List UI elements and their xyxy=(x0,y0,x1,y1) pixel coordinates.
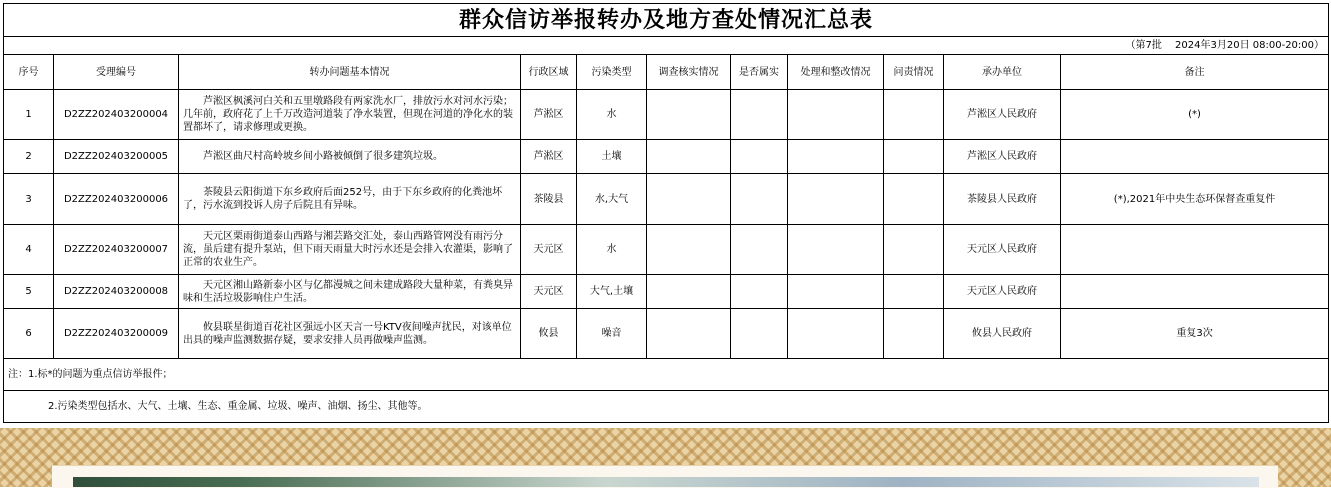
note-row xyxy=(4,359,1329,391)
cell-desc: 天元区栗雨街道泰山西路与湘芸路交汇处，泰山西路管网没有雨污分流，虽后建有提升泵站，但下雨天雨量大时污水还是会排入农灌渠，影响了正常的农业生产。 xyxy=(179,225,521,275)
col-header-handling: 处理和整改情况 xyxy=(788,55,884,90)
cell-handling xyxy=(788,90,884,140)
cell-pollution: 水 xyxy=(577,90,647,140)
cell-remark: 重复3次 xyxy=(1061,309,1329,359)
cell-pollution: 大气,土壤 xyxy=(577,275,647,309)
cell-region: 芦淞区 xyxy=(521,140,577,174)
cell-investigation xyxy=(647,174,731,225)
cell-remark xyxy=(1061,225,1329,275)
cell-investigation xyxy=(647,275,731,309)
cell-unit: 天元区人民政府 xyxy=(944,225,1061,275)
note-row xyxy=(4,391,1329,423)
cell-id: D2ZZ202403200009 xyxy=(54,309,179,359)
cell-id: D2ZZ202403200006 xyxy=(54,174,179,225)
cell-accountability xyxy=(884,309,944,359)
note-text: 2.污染类型包括水、大气、土壤、生态、重金属、垃圾、噪声、油烟、扬尘、其他等。 xyxy=(4,391,1329,423)
cell-remark xyxy=(1061,275,1329,309)
cell-region: 茶陵县 xyxy=(521,174,577,225)
cell-handling xyxy=(788,140,884,174)
col-header-remark: 备注 xyxy=(1061,55,1329,90)
table-row xyxy=(4,309,1329,359)
cell-remark: (*),2021年中央生态环保督查重复件 xyxy=(1061,174,1329,225)
cell-is-true xyxy=(731,309,788,359)
cell-unit: 茶陵县人民政府 xyxy=(944,174,1061,225)
table-row xyxy=(4,90,1329,140)
cell-accountability xyxy=(884,225,944,275)
cell-remark xyxy=(1061,140,1329,174)
cell-desc: 攸县联星街道百花社区强远小区天言一号KTV夜间噪声扰民，对该单位出具的噪声监测数据存疑，要求安排人员再做噪声监测。 xyxy=(179,309,521,359)
table-row xyxy=(4,275,1329,309)
banner-image-edge xyxy=(73,477,1259,487)
cell-region: 天元区 xyxy=(521,225,577,275)
cell-accountability xyxy=(884,90,944,140)
cell-desc: 芦淞区枫溪河白关和五里墩路段有两家洗水厂，排放污水对河水污染；几年前，政府花了上千万改造河道装了净水装置，但现在河道的净化水的装置都坏了，请求修理或更换。 xyxy=(179,90,521,140)
table-row xyxy=(4,225,1329,275)
cell-unit: 攸县人民政府 xyxy=(944,309,1061,359)
cell-handling xyxy=(788,174,884,225)
cell-is-true xyxy=(731,90,788,140)
cell-desc: 茶陵县云阳街道下东乡政府后面252号，由于下东乡政府的化粪池坏了，污水流到投诉人房子后院且有异味。 xyxy=(179,174,521,225)
cell-id: D2ZZ202403200007 xyxy=(54,225,179,275)
col-header-no: 序号 xyxy=(4,55,54,90)
table-row xyxy=(4,140,1329,174)
col-header-desc: 转办问题基本情况 xyxy=(179,55,521,90)
cell-is-true xyxy=(731,275,788,309)
cell-accountability xyxy=(884,140,944,174)
cell-region: 攸县 xyxy=(521,309,577,359)
cell-investigation xyxy=(647,309,731,359)
cell-desc: 芦淞区曲尺村高岭坡乡间小路被倾倒了很多建筑垃圾。 xyxy=(179,140,521,174)
cell-pollution: 土壤 xyxy=(577,140,647,174)
note-text: 注：1.标*的问题为重点信访举报件； xyxy=(4,359,1329,391)
batch-info: （第7批 2024年3月20日 08:00-20:00） xyxy=(4,37,1329,55)
cell-accountability xyxy=(884,275,944,309)
summary-table xyxy=(3,3,1329,423)
cell-pollution: 水 xyxy=(577,225,647,275)
cell-no: 2 xyxy=(4,140,54,174)
cell-investigation xyxy=(647,90,731,140)
cell-no: 4 xyxy=(4,225,54,275)
cell-handling xyxy=(788,275,884,309)
cell-accountability xyxy=(884,174,944,225)
cell-pollution: 噪音 xyxy=(577,309,647,359)
cell-unit: 芦淞区人民政府 xyxy=(944,140,1061,174)
cell-no: 5 xyxy=(4,275,54,309)
cell-remark: (*) xyxy=(1061,90,1329,140)
col-header-unit: 承办单位 xyxy=(944,55,1061,90)
cell-is-true xyxy=(731,140,788,174)
cell-unit: 芦淞区人民政府 xyxy=(944,90,1061,140)
cell-region: 芦淞区 xyxy=(521,90,577,140)
cell-id: D2ZZ202403200008 xyxy=(54,275,179,309)
col-header-region: 行政区域 xyxy=(521,55,577,90)
cell-pollution: 水,大气 xyxy=(577,174,647,225)
cell-investigation xyxy=(647,140,731,174)
cell-desc: 天元区湘山路新泰小区与亿都漫城之间未建成路段大量种菜，有粪臭异味和生活垃圾影响住户生活。 xyxy=(179,275,521,309)
col-header-id: 受理编号 xyxy=(54,55,179,90)
col-header-accountability: 问责情况 xyxy=(884,55,944,90)
cell-handling xyxy=(788,309,884,359)
cell-handling xyxy=(788,225,884,275)
col-header-pollution: 污染类型 xyxy=(577,55,647,90)
table-title: 群众信访举报转办及地方查处情况汇总表 xyxy=(4,4,1329,37)
cell-id: D2ZZ202403200004 xyxy=(54,90,179,140)
header-row xyxy=(4,55,1329,90)
col-header-is-true: 是否属实 xyxy=(731,55,788,90)
cell-is-true xyxy=(731,174,788,225)
cell-is-true xyxy=(731,225,788,275)
col-header-investigation: 调查核实情况 xyxy=(647,55,731,90)
cell-no: 1 xyxy=(4,90,54,140)
table-row xyxy=(4,174,1329,225)
cell-region: 天元区 xyxy=(521,275,577,309)
cell-no: 6 xyxy=(4,309,54,359)
cell-no: 3 xyxy=(4,174,54,225)
cell-unit: 天元区人民政府 xyxy=(944,275,1061,309)
cell-id: D2ZZ202403200005 xyxy=(54,140,179,174)
cell-investigation xyxy=(647,225,731,275)
